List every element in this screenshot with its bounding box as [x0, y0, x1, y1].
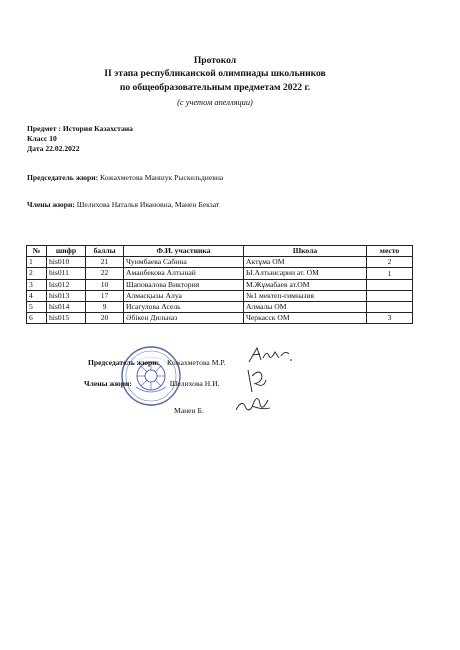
cell-code: his012 [47, 279, 86, 290]
signature-member1-name: Шелихова Н.И. [169, 379, 220, 388]
cell-name: Исагулова Асель [124, 301, 244, 312]
cell-name: Әбікен Дильназ [124, 313, 244, 324]
cell-name: Аманбекова Алтынай [124, 268, 244, 279]
jury-chair-line [27, 173, 223, 182]
cell-school: М.Жұмабаев ат.ОМ [244, 279, 367, 290]
cell-code: his014 [47, 301, 86, 312]
table-header-row [27, 246, 413, 257]
cell-school: Актұма ОМ [244, 257, 367, 268]
cell-place [367, 279, 413, 290]
col-header-name: Ф.И. участника [124, 246, 244, 257]
cell-num: 1 [27, 257, 47, 268]
date-line: Дата 22.02.2022 [27, 144, 80, 153]
table-row [27, 301, 413, 312]
cell-code: his015 [47, 313, 86, 324]
signature-chair-name: Кожахметова М.Р. [167, 358, 226, 367]
signature-members-line [84, 379, 219, 388]
cell-num: 4 [27, 290, 47, 301]
jury-members-label: Члены жюри: [27, 200, 75, 209]
cell-name: Шаповалова Виктория [124, 279, 244, 290]
cell-num: 3 [27, 279, 47, 290]
subject-line: Предмет : История Казахстана [27, 124, 133, 133]
official-seal-icon [120, 345, 182, 407]
jury-members-line [27, 200, 219, 209]
grade-line: Класс 10 [27, 134, 57, 143]
table-row [27, 313, 413, 324]
cell-num: 6 [27, 313, 47, 324]
cell-score: 9 [86, 301, 124, 312]
cell-school: Ы.Алтынсарин ат. ОМ [244, 268, 367, 279]
table-row [27, 279, 413, 290]
cell-place: 1 [367, 268, 413, 279]
cell-place [367, 290, 413, 301]
cell-place: 3 [367, 313, 413, 324]
signature-chair-label: Председатель жюри: [88, 358, 160, 367]
cell-num: 2 [27, 268, 47, 279]
table-row [27, 290, 413, 301]
protocol-subtitle: II этапа республиканской олимпиады школьников [104, 68, 326, 79]
col-header-score: баллы [86, 246, 124, 257]
jury-members-names: Шелихова Наталья Ивановна, Манен Бекзат [76, 200, 220, 209]
cell-code: his011 [47, 268, 86, 279]
cell-name: Чунмбаева Сабина [124, 257, 244, 268]
cell-code: his013 [47, 290, 86, 301]
jury-chair-label: Председатель жюри: [27, 173, 99, 182]
cell-place: 2 [367, 257, 413, 268]
col-header-code: шифр [47, 246, 86, 257]
col-header-school: Школа [244, 246, 367, 257]
protocol-subtitle-2: по общеобразовательным предметам 2022 г. [119, 82, 311, 93]
cell-score: 20 [86, 313, 124, 324]
cell-code: his010 [47, 257, 86, 268]
cell-school: Алмалы ОМ [244, 301, 367, 312]
member2-signature-icon [232, 390, 274, 416]
col-header-num: № [27, 246, 47, 257]
results-table [26, 245, 413, 324]
protocol-title: Протокол [193, 55, 237, 66]
cell-score: 22 [86, 268, 124, 279]
cell-score: 17 [86, 290, 124, 301]
cell-score: 21 [86, 257, 124, 268]
appeal-note: (с учетом апелляции) [177, 98, 253, 107]
table-row [27, 257, 413, 268]
cell-name: Алмасқызы Алуа [124, 290, 244, 301]
cell-school: №1 мектеп-гимназия [244, 290, 367, 301]
signature-member2-line [174, 406, 204, 415]
cell-school: Черкасск ОМ [244, 313, 367, 324]
col-header-place: место [367, 246, 413, 257]
signature-member2-name: Манен Б. [174, 406, 204, 415]
cell-place [367, 301, 413, 312]
signature-chair-line [88, 358, 226, 367]
chair-signature-icon [245, 344, 295, 366]
signature-members-label: Члены жюри: [84, 379, 132, 388]
cell-score: 10 [86, 279, 124, 290]
table-row [27, 268, 413, 279]
cell-num: 5 [27, 301, 47, 312]
jury-chair-name: Кожахметова Маншук Рыскельдиевна [100, 173, 224, 182]
